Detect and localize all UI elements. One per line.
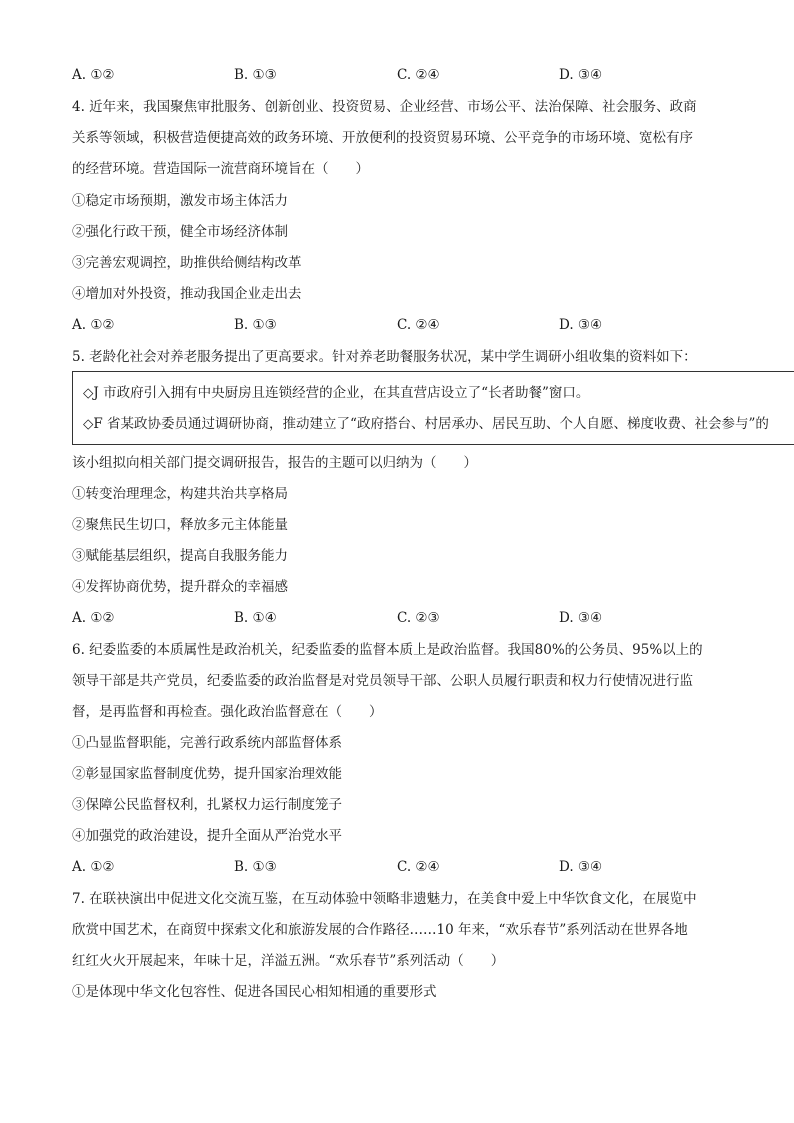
q4-options — [72, 315, 772, 335]
q4-stem-line-3: 的经营环境。营造国际一流营商环境旨在（ ） — [72, 161, 369, 177]
q4-option-a: A. ①② — [72, 317, 115, 333]
q4-stem-line-2: 关系等领域，积极营造便捷高效的政务环境、开放便利的投资贸易环境、公平竞争的市场环境、宽松有序 — [72, 130, 693, 146]
q3-option-a: A. ①② — [72, 67, 115, 83]
q6-stem-line-3: 督，是再监督和再检查。强化政治监督意在（ ） — [72, 704, 383, 720]
q6-item-4: ④加强党的政治建设，提升全面从严治党水平 — [72, 828, 342, 844]
q5-option-c: C. ②③ — [397, 610, 440, 626]
q4-option-b: B. ①③ — [234, 317, 277, 333]
q4-item-4: ④增加对外投资，推动我国企业走出去 — [72, 286, 302, 302]
q3-option-c: C. ②④ — [397, 67, 440, 83]
q6-stem-line-1: 6. 纪委监委的本质属性是政治机关，纪委监委的监督本质上是政治监督。我国80%的公务员、95%以上的 — [72, 642, 703, 658]
q7-item-1: ①是体现中华文化包容性、促进各国民心相知相通的重要形式 — [72, 984, 437, 1000]
q4-item-2: ②强化行政干预，健全市场经济体制 — [72, 224, 288, 240]
q6-option-d: D. ③④ — [559, 859, 603, 875]
q4-item-1: ①稳定市场预期，激发市场主体活力 — [72, 193, 288, 209]
q5-option-a: A. ①② — [72, 610, 115, 626]
q5-options — [72, 608, 772, 628]
q3-options — [72, 65, 772, 85]
q4-option-c: C. ②④ — [397, 317, 440, 333]
q5-stem: 5. 老龄化社会对养老服务提出了更高要求。针对养老助餐服务状况，某中学生调研小组收集的资料如下： — [72, 349, 697, 365]
q5-option-b: B. ①④ — [234, 610, 277, 626]
q7-stem-line-3: 红红火火开展起来，年味十足，洋溢五洲。“欢乐春节”系列活动（ ） — [72, 953, 505, 969]
q5-item-1: ①转变治理理念，构建共治共享格局 — [72, 486, 288, 502]
q6-option-c: C. ②④ — [397, 859, 440, 875]
q5-item-2: ②聚焦民生切口，释放多元主体能量 — [72, 517, 288, 533]
q6-stem-line-2: 领导干部是共产党员，纪委监委的政治监督是对党员领导干部、公职人员履行职责和权力行使情况进行监 — [72, 673, 693, 689]
q6-option-a: A. ①② — [72, 859, 115, 875]
q5-material-1: ◇J 市政府引入拥有中央厨房且连锁经营的企业，在其直营店设立了“长者助餐”窗口。 — [83, 385, 590, 401]
q5-material-2: ◇F 省某政协委员通过调研协商，推动建立了“政府搭台、村居承办、居民互助、个人自愿、梯度收费、社会参与”的 — [83, 416, 769, 432]
q6-option-b: B. ①③ — [234, 859, 277, 875]
q7-stem-line-1: 7. 在联袂演出中促进文化交流互鉴，在互动体验中领略非遗魅力，在美食中爱上中华饮食文化，在展览中 — [72, 891, 697, 907]
q3-option-d: D. ③④ — [559, 67, 603, 83]
q4-stem-line-1: 4. 近年来，我国聚焦审批服务、创新创业、投资贸易、企业经营、市场公平、法治保障、社会服务、政商 — [72, 99, 697, 115]
q6-options — [72, 857, 772, 877]
q5-option-d: D. ③④ — [559, 610, 603, 626]
q5-material-box — [72, 371, 794, 445]
q4-option-d: D. ③④ — [559, 317, 603, 333]
q4-item-3: ③完善宏观调控，助推供给侧结构改革 — [72, 255, 302, 271]
q7-stem-line-2: 欣赏中国艺术，在商贸中探索文化和旅游发展的合作路径……10 年来，“欢乐春节”系列活动在世界各地 — [72, 922, 688, 938]
q6-item-2: ②彰显国家监督制度优势，提升国家治理效能 — [72, 766, 342, 782]
q3-option-b: B. ①③ — [234, 67, 277, 83]
q6-item-3: ③保障公民监督权利，扎紧权力运行制度笼子 — [72, 797, 342, 813]
q5-item-4: ④发挥协商优势，提升群众的幸福感 — [72, 579, 288, 595]
q6-item-1: ①凸显监督职能，完善行政系统内部监督体系 — [72, 735, 342, 751]
q5-stem-2: 该小组拟向相关部门提交调研报告，报告的主题可以归纳为（ ） — [72, 455, 477, 471]
q5-item-3: ③赋能基层组织，提高自我服务能力 — [72, 548, 288, 564]
